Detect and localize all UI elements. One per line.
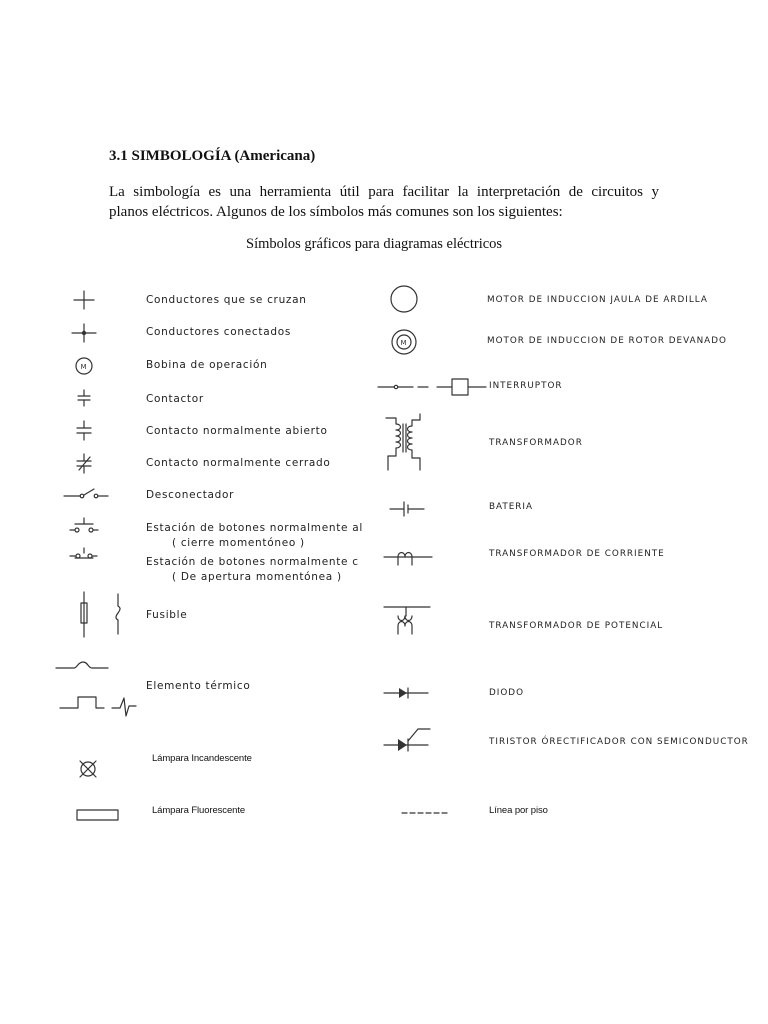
label-normally-closed-contact: Contacto normalmente cerrado: [146, 457, 331, 469]
label-normally-open-contact: Contacto normalmente abierto: [146, 425, 328, 437]
label-contactor: Contactor: [146, 393, 204, 405]
transformer-icon: [386, 414, 420, 470]
diode-icon: [384, 688, 428, 698]
intro-paragraph-line-2: planos eléctricos. Algunos de los símbolos más comunes son los siguientes:: [109, 204, 563, 220]
label-thermal-element: Elemento térmico: [146, 680, 251, 692]
section-heading: 3.1 SIMBOLOGÍA (Americana): [109, 148, 316, 164]
label-incandescent-lamp: Lámpara Incandescente: [152, 753, 252, 764]
label-pushbutton-normally-open-line-2: ( cierre momentóneo ): [172, 537, 305, 549]
contactor-icon: [78, 390, 90, 406]
wound-rotor-motor-icon: [392, 330, 416, 354]
normally-open-contact-icon: [77, 421, 91, 440]
label-disconnector: Desconectador: [146, 489, 235, 501]
label-pushbutton-normally-closed-line-2: ( De apertura momentónea ): [172, 571, 342, 583]
label-diode: DIODO: [489, 688, 524, 698]
disconnector-icon: [64, 489, 108, 498]
label-connected-conductors: Conductores conectados: [146, 326, 291, 338]
label-fuse: Fusible: [146, 609, 188, 621]
label-current-transformer: TRANSFORMADOR DE CORRIENTE: [489, 549, 665, 559]
fuse-icon: [81, 592, 120, 637]
label-wound-rotor-motor: MOTOR DE INDUCCION DE ROTOR DEVANADO: [487, 336, 727, 346]
wound-rotor-motor-letter: M: [400, 339, 407, 347]
crossing-conductors-icon: [74, 291, 94, 309]
current-transformer-icon: [384, 553, 432, 566]
label-pushbutton-normally-closed-line-1: Estación de botones normalmente c: [146, 556, 359, 568]
label-thyristor: TIRISTOR ÓRECTIFICADOR CON SEMICONDUCTOR: [489, 737, 749, 747]
label-pushbutton-normally-closed: [146, 555, 359, 585]
label-pushbutton-normally-open-line-1: Estación de botones normalmente al: [146, 522, 363, 534]
label-switch: INTERRUPTOR: [489, 381, 563, 391]
label-squirrel-cage-motor: MOTOR DE INDUCCION JAULA DE ARDILLA: [487, 295, 708, 305]
label-potential-transformer: TRANSFORMADOR DE POTENCIAL: [489, 621, 664, 631]
label-transformer: TRANSFORMADOR: [489, 438, 583, 448]
pushbutton-normally-open-icon: [70, 518, 98, 532]
operating-coil-letter: M: [80, 363, 87, 371]
label-operating-coil: Bobina de operación: [146, 359, 268, 371]
battery-icon: [390, 502, 424, 516]
thermal-element-icon: [56, 662, 136, 716]
label-fluorescent-lamp: Lámpara Fluorescente: [152, 805, 246, 816]
connected-conductors-icon: [72, 324, 96, 342]
label-pushbutton-normally-open: [146, 521, 363, 551]
intro-paragraph-line-1: La simbología es una herramienta útil para facilitar la interpretación de circuitos y: [109, 184, 659, 200]
figure-caption: Símbolos gráficos para diagramas eléctricos: [246, 236, 503, 252]
thyristor-icon: [384, 729, 430, 751]
label-floor-line: Línea por piso: [489, 805, 548, 816]
fluorescent-lamp-icon: [77, 810, 118, 820]
pushbutton-normally-closed-icon: [70, 548, 97, 558]
normally-closed-contact-icon: [77, 454, 91, 473]
squirrel-cage-motor-icon: [391, 286, 417, 312]
operating-coil-icon: [76, 358, 92, 374]
switch-icon: [378, 379, 486, 395]
incandescent-lamp-icon: [80, 761, 96, 777]
label-battery: BATERIA: [489, 502, 534, 512]
potential-transformer-icon: [384, 607, 430, 634]
label-crossing-conductors: Conductores que se cruzan: [146, 294, 307, 306]
